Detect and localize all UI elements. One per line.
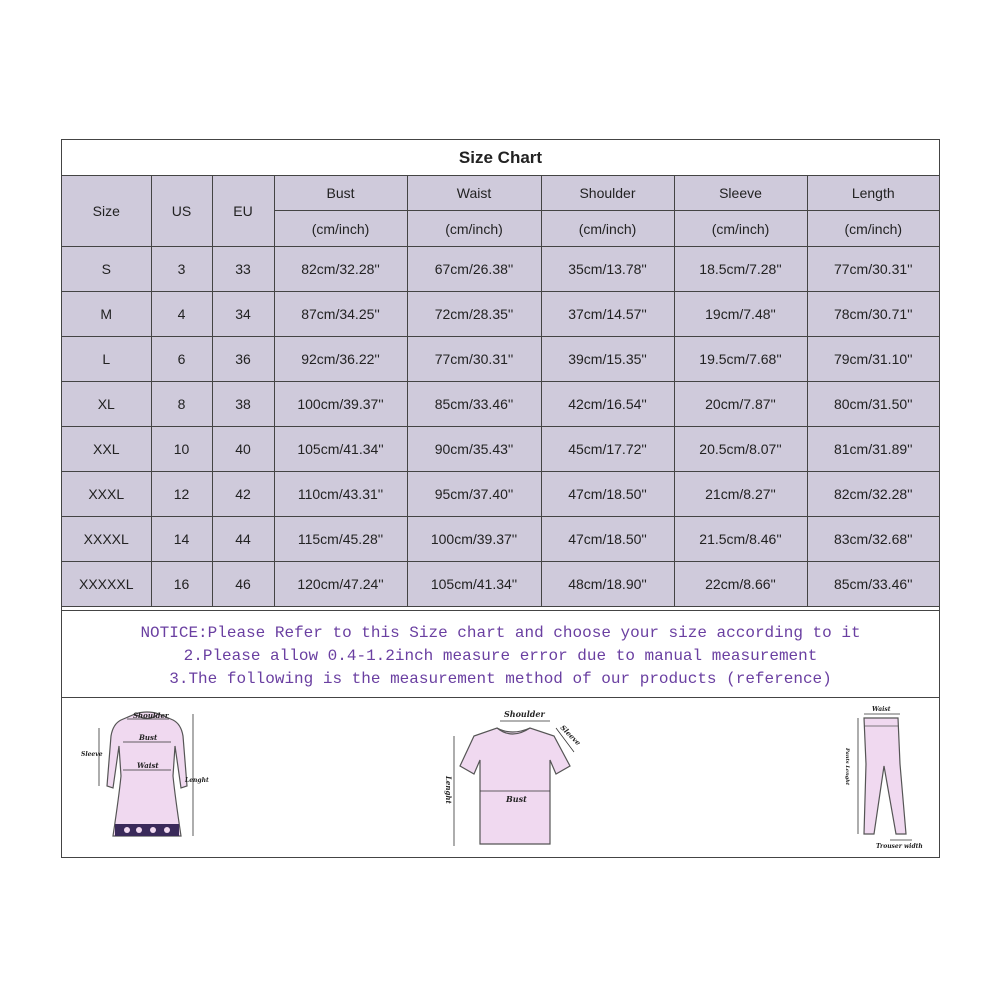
notice-box [62,610,939,698]
header-length: Length [807,176,939,211]
cell-size: XL [62,382,151,427]
cell-size: XXXXXL [62,562,151,607]
table-row [62,427,939,472]
cell-shoulder: 48cm/18.90'' [541,562,674,607]
table-row [62,337,939,382]
chart-title: Size Chart [62,140,939,176]
cell-length: 85cm/33.46'' [807,562,939,607]
cell-sleeve: 22cm/8.66'' [674,562,807,607]
cell-waist: 90cm/35.43'' [407,427,541,472]
cell-bust: 110cm/43.31'' [274,472,407,517]
cell-eu: 44 [212,517,274,562]
cell-sleeve: 21.5cm/8.46'' [674,517,807,562]
table-row [62,382,939,427]
cell-shoulder: 39cm/15.35'' [541,337,674,382]
cell-size: M [62,292,151,337]
header-bust: Bust [274,176,407,211]
tshirt-sleeve-label: Sleeve [558,723,583,748]
header-us: US [151,176,212,247]
cell-eu: 46 [212,562,274,607]
notice-line: NOTICE:Please Refer to this Size chart and choose your size according to it [140,624,861,642]
cell-shoulder: 35cm/13.78'' [541,247,674,292]
size-chart-sheet [61,139,940,858]
dress-bust-label: Bust [139,733,158,742]
cell-sleeve: 21cm/8.27'' [674,472,807,517]
cell-length: 81cm/31.89'' [807,427,939,472]
cell-eu: 36 [212,337,274,382]
cell-length: 79cm/31.10'' [807,337,939,382]
cell-eu: 42 [212,472,274,517]
pants-illustration [834,704,934,854]
cell-waist: 105cm/41.34'' [407,562,541,607]
dress-sleeve-label: Sleeve [81,751,103,758]
cell-bust: 105cm/41.34'' [274,427,407,472]
cell-length: 77cm/30.31'' [807,247,939,292]
cell-shoulder: 47cm/18.50'' [541,472,674,517]
header-shoulder: Shoulder [541,176,674,211]
notice-line: 2.Please allow 0.4-1.2inch measure error due to manual measurement [183,647,818,665]
dress-length-label: Lenght [185,777,209,784]
dress-illustration [77,706,217,854]
header-size: Size [62,176,151,247]
tshirt-length-label: Lenght [444,776,453,804]
unit-cell: (cm/inch) [541,211,674,247]
unit-cell: (cm/inch) [274,211,407,247]
cell-bust: 115cm/45.28'' [274,517,407,562]
cell-size: XXXXL [62,517,151,562]
pants-width-label: Trouser width [876,843,923,850]
cell-shoulder: 47cm/18.50'' [541,517,674,562]
cell-waist: 77cm/30.31'' [407,337,541,382]
header-waist: Waist [407,176,541,211]
cell-waist: 67cm/26.38'' [407,247,541,292]
unit-cell: (cm/inch) [807,211,939,247]
cell-shoulder: 45cm/17.72'' [541,427,674,472]
header-sleeve: Sleeve [674,176,807,211]
cell-length: 80cm/31.50'' [807,382,939,427]
cell-us: 10 [151,427,212,472]
unit-cell: (cm/inch) [407,211,541,247]
tshirt-bust-label: Bust [506,794,527,804]
cell-sleeve: 19.5cm/7.68'' [674,337,807,382]
notice-line: 3.The following is the measurement method of our products (reference) [169,670,832,688]
cell-waist: 95cm/37.40'' [407,472,541,517]
cell-eu: 40 [212,427,274,472]
cell-length: 82cm/32.28'' [807,472,939,517]
cell-bust: 82cm/32.28'' [274,247,407,292]
cell-shoulder: 37cm/14.57'' [541,292,674,337]
cell-us: 3 [151,247,212,292]
cell-size: XXL [62,427,151,472]
cell-us: 8 [151,382,212,427]
dress-shoulder-label: Shoulder [133,711,169,720]
table-row [62,517,939,562]
cell-eu: 33 [212,247,274,292]
cell-bust: 120cm/47.24'' [274,562,407,607]
cell-size: L [62,337,151,382]
cell-eu: 34 [212,292,274,337]
table-row [62,472,939,517]
cell-waist: 72cm/28.35'' [407,292,541,337]
cell-length: 78cm/30.71'' [807,292,939,337]
cell-waist: 100cm/39.37'' [407,517,541,562]
size-table [62,176,939,607]
cell-length: 83cm/32.68'' [807,517,939,562]
cell-us: 12 [151,472,212,517]
cell-bust: 92cm/36.22'' [274,337,407,382]
cell-size: S [62,247,151,292]
pants-waist-label: Waist [872,706,891,713]
table-row [62,247,939,292]
tshirt-figure [442,706,602,856]
cell-shoulder: 42cm/16.54'' [541,382,674,427]
pants-length-label: Pants Lenght [844,748,850,786]
dress-waist-label: Waist [137,761,159,770]
dress-figure [77,706,217,854]
cell-bust: 100cm/39.37'' [274,382,407,427]
measurement-figures [62,698,939,858]
cell-eu: 38 [212,382,274,427]
cell-us: 6 [151,337,212,382]
cell-size: XXXL [62,472,151,517]
unit-cell: (cm/inch) [674,211,807,247]
cell-us: 16 [151,562,212,607]
table-row [62,562,939,607]
cell-us: 14 [151,517,212,562]
tshirt-illustration [442,706,602,856]
cell-sleeve: 20cm/7.87'' [674,382,807,427]
cell-sleeve: 20.5cm/8.07'' [674,427,807,472]
cell-sleeve: 19cm/7.48'' [674,292,807,337]
pants-figure [834,704,934,854]
cell-us: 4 [151,292,212,337]
header-eu: EU [212,176,274,247]
cell-bust: 87cm/34.25'' [274,292,407,337]
cell-sleeve: 18.5cm/7.28'' [674,247,807,292]
header-row [62,176,939,211]
table-row [62,292,939,337]
tshirt-shoulder-label: Shoulder [504,709,545,719]
cell-waist: 85cm/33.46'' [407,382,541,427]
